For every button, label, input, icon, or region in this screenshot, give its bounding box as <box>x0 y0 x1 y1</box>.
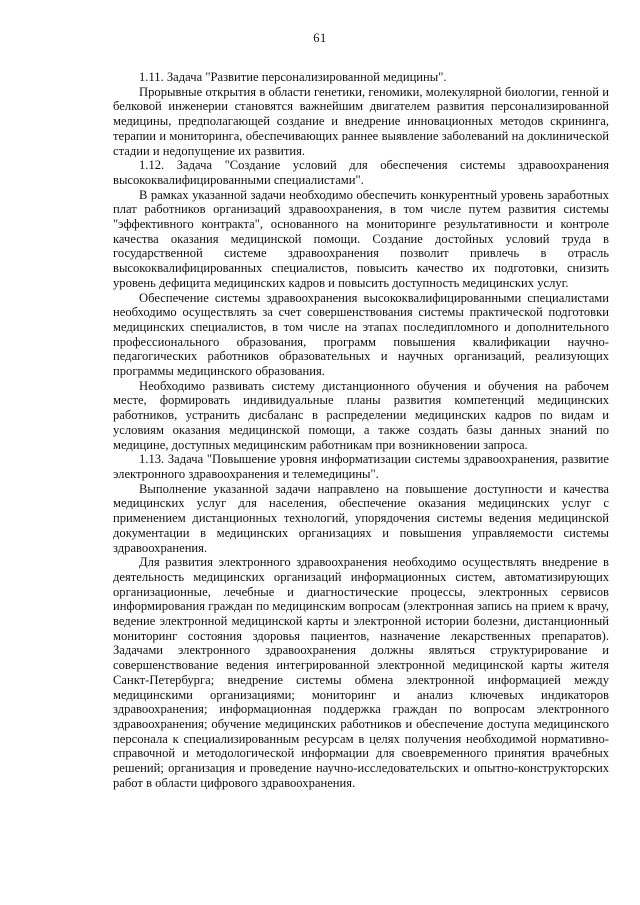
paragraph-staff-conditions: В рамках указанной задачи необходимо обеспечить конкурентный уровень заработных плат работников организаций здравоохранения, в том числе путем развития системы "эффективного контракта", основанного на мониторинге результативности и контроле качества оказания медицинской помощи. Создание достойных условий труда в государственной системе здравоохранения позволит привлечь в отрасль высококвалифицированных специалистов, повысить качество их подготовки, снизить уровень дефицита медицинских кадров и повысить доступность медицинских услуг. <box>113 187 609 290</box>
section-heading-1-13: 1.13. Задача "Повышение уровня информатизации системы здравоохранения, развитие электронного здравоохранения и телемедицины". <box>113 452 609 481</box>
section-heading-1-11: 1.11. Задача "Развитие персонализированной медицины". <box>139 70 447 84</box>
document-body <box>113 70 609 790</box>
paragraph-distance-learning: Необходимо развивать систему дистанционного обучения и обучения на рабочем месте, формировать индивидуальные планы развития компетенций медицинских работников, устранить дисбаланс в распределении медицинских кадров по видам и условиям оказания медицинской помощи, а также создать базы данных знаний по медицине, доступных медицинским работникам при возникновении запроса. <box>113 378 609 452</box>
paragraph-e-health: Для развития электронного здравоохранения необходимо осуществлять внедрение в деятельность медицинских организаций информационных систем, автоматизирующих организационные, лечебные и диагностические процессы, электронных сервисов информирования граждан по медицинским вопросам (электронная запись на прием к врачу, ведение электронной медицинской карты и электронной истории болезни, дистанционный мониторинг состояния здоровья пациентов, назначение лекарственных препаратов). Задачами электронного здравоохранения должны являться структурирование и совершенствование ведения интегрированной электронной медицинской карты жителя Санкт-Петербурга; внедрение системы обмена электронной информацией между медицинскими организациями; мониторинг и анализ ключевых индикаторов здравоохранения; информационная поддержка граждан по вопросам электронного здравоохранения; обучение медицинских работников и обеспечение доступа медицинского персонала к специализированным ресурсам в целях получения необходимой нормативно-справочной и методологической информации для своевременного принятия врачебных решений; организация и проведение научно-исследовательских и опытно-конструкторских работ в области цифрового здравоохранения. <box>113 555 609 790</box>
paragraph-staff-training: Обеспечение системы здравоохранения высококвалифицированными специалистами необходимо осуществлять за счет совершенствования системы практической подготовки медицинских специалистов, в том числе на этапах последипломного и дополнительного профессионального образования, программ повышения квалификации научно-педагогических работников образовательных и научных организаций, реализующих программы медицинского образования. <box>113 290 609 379</box>
section-heading-1-12: 1.12. Задача "Создание условий для обеспечения системы здравоохранения высококвалифицированными специалистами". <box>113 158 609 187</box>
page-number: 61 <box>313 31 327 45</box>
paragraph-informatization-goal: Выполнение указанной задачи направлено на повышение доступности и качества медицинских услуг для населения, обеспечение оказания медицинских услуг с применением дистанционных технологий, упорядочения системы ведения медицинской документации в медицинских организациях и повышения управляемости системы здравоохранения. <box>113 481 609 555</box>
paragraph-personalized-medicine: Прорывные открытия в области генетики, геномики, молекулярной биологии, генной и белковой инженерии становятся важнейшим двигателем развития персонализированной медицины, предполагающей создание и внедрение инновационных методов скрининга, терапии и мониторинга, обеспечивающих раннее выявление заболеваний на доклинической стадии и недопущение их развития. <box>113 84 609 158</box>
